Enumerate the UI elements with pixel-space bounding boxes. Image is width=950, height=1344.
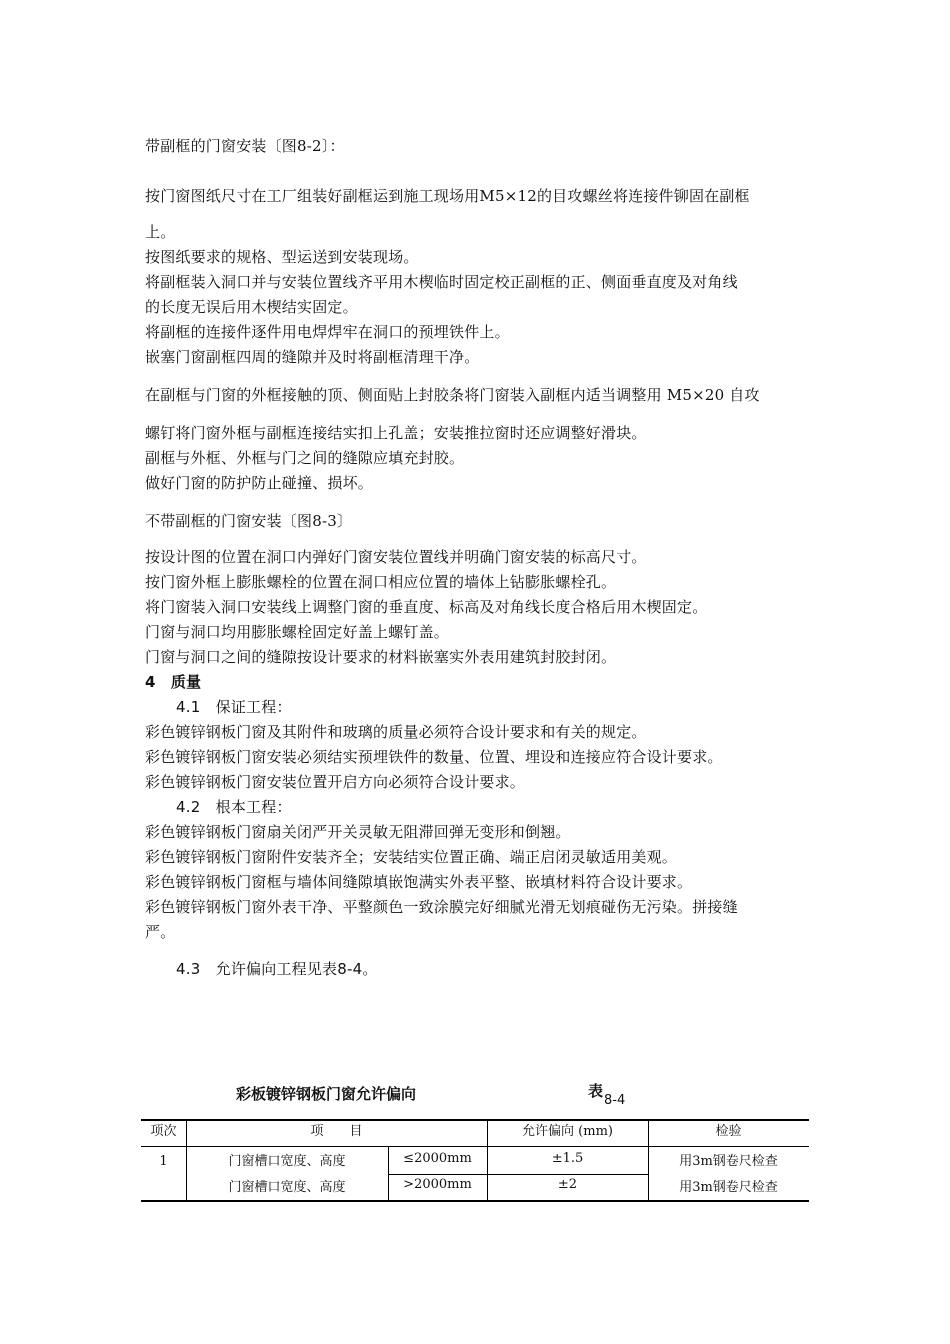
paragraph-line: 将副框的连接件逐件用电焊焊牢在洞口的预埋铁件上。: [145, 323, 510, 341]
row1-condition: ≤2000mm: [403, 1151, 472, 1166]
paragraph-line: 副框与外框、外框与门之间的缝隙应填充封胶。: [145, 449, 465, 467]
paragraph-line: 做好门窗的防护防止碰撞、损坏。: [145, 474, 374, 492]
subsection-heading-4-2: 4.2 根本工程：: [176, 798, 292, 816]
table-header-rule: [141, 1146, 809, 1147]
row1-no: 1: [159, 1154, 168, 1169]
paragraph-line: 严。: [145, 923, 176, 941]
tolerance-table: [141, 1119, 809, 1202]
paragraph-line: 在副框与门窗的外框接触的顶、侧面贴上封胶条将门窗装入副框内适当调整用 M5×20 自攻: [145, 386, 760, 404]
table-title: 彩板镀锌钢板门窗允许偏向: [236, 1085, 417, 1103]
row1-item: 门窗槽口宽度、高度: [228, 1154, 346, 1169]
table-bottom-rule: [141, 1200, 809, 1202]
table-number-prefix: 表: [588, 1082, 604, 1100]
table-number: [588, 1080, 626, 1108]
row2-tolerance: ±2: [557, 1177, 578, 1192]
paragraph-line: 彩色镀锌钢板门窗框与墙体间缝隙填嵌饱满实外表平整、嵌填材料符合设计要求。: [145, 873, 693, 891]
header-tolerance: 允许偏向 (mm): [522, 1124, 613, 1139]
section-heading-quality: 4 质量: [145, 673, 202, 691]
paragraph-line: 彩色镀锌钢板门窗附件安装齐全；安装结实位置正确、端正启闭灵敏适用美观。: [145, 848, 678, 866]
header-method: 检验: [715, 1124, 742, 1139]
paragraph-line: 按门窗图纸尺寸在工厂组装好副框运到施工现场用M5×12的目攻螺丝将连接件铆固在副框: [145, 187, 750, 205]
paragraph-line: 彩色镀锌钢板门窗扇关闭严开关灵敏无阻滞回弹无变形和倒翘。: [145, 823, 571, 841]
table-number-value: 8-4: [604, 1093, 626, 1108]
paragraph-line: 嵌塞门窗副框四周的缝隙并及时将副框清理干净。: [145, 348, 480, 366]
table-top-rule: [141, 1119, 809, 1121]
row1-tolerance: ±1.5: [551, 1151, 584, 1166]
row2-method: 用3m钢卷尺检查: [679, 1180, 778, 1195]
paragraph-line: 门窗与洞口之间的缝隙按设计要求的材料嵌塞实外表用建筑封胶封闭。: [145, 648, 617, 666]
paragraph-line: 的长度无误后用木楔结实固定。: [145, 298, 358, 316]
header-item: 项 目: [310, 1124, 363, 1139]
row2-item: 门窗槽口宽度、高度: [228, 1180, 346, 1195]
row1-method: 用3m钢卷尺检查: [679, 1154, 778, 1169]
paragraph-line: 彩色镀锌钢板门窗及其附件和玻璃的质量必须符合设计要求和有关的规定。: [145, 723, 647, 741]
paragraph-line: 彩色镀锌钢板门窗外表干净、平整颜色一致涂膜完好细腻光滑无划痕碰伤无污染。拼接缝: [145, 898, 738, 916]
paragraph-line: 彩色镀锌钢板门窗安装位置开启方向必须符合设计要求。: [145, 773, 526, 791]
table-row-divider: [388, 1174, 648, 1175]
paragraph-line: 将副框装入洞口并与安装位置线齐平用木楔临时固定校正副框的正、侧面垂直度及对角线: [145, 273, 738, 291]
paragraph-line: 门窗与洞口均用膨胀螺栓固定好盖上螺钉盖。: [145, 623, 450, 641]
paragraph-line: 按图纸要求的规格、型运送到安装现场。: [145, 248, 419, 266]
subheading-with-subframe: 带副框的门窗安装〔图8-2〕：: [145, 137, 345, 155]
header-no: 项次: [150, 1124, 177, 1139]
subheading-without-subframe: 不带副框的门窗安装〔图8-3〕: [145, 512, 353, 530]
paragraph-line: 上。: [145, 223, 176, 241]
row2-condition: >2000mm: [403, 1177, 472, 1192]
paragraph-line: 螺钉将门窗外框与副框连接结实扣上孔盖；安装推拉窗时还应调整好滑块。: [145, 424, 647, 442]
subsection-heading-4-3: 4.3 允许偏向工程见表8-4。: [176, 960, 378, 978]
paragraph-line: 彩色镀锌钢板门窗安装必须结实预埋铁件的数量、位置、埋设和连接应符合设计要求。: [145, 748, 723, 766]
paragraph-line: 按门窗外框上膨胀螺栓的位置在洞口相应位置的墙体上钻膨胀螺栓孔。: [145, 573, 617, 591]
subsection-heading-4-1: 4.1 保证工程：: [176, 698, 292, 716]
paragraph-line: 按设计图的位置在洞口内弹好门窗安装位置线并明确门窗安装的标高尺寸。: [145, 548, 647, 566]
paragraph-line: 将门窗装入洞口安装线上调整门窗的垂直度、标高及对角线长度合格后用木楔固定。: [145, 598, 708, 616]
